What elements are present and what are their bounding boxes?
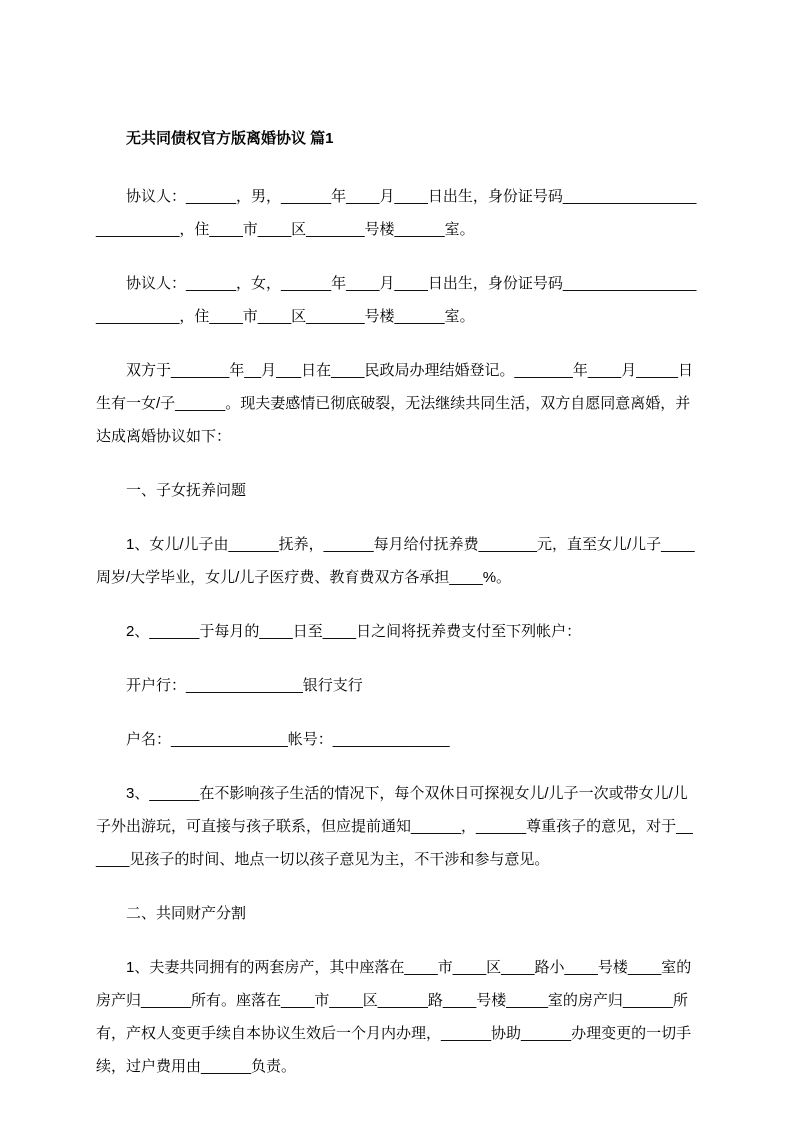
account-name-number-line: 户名：______________帐号：______________ [126, 731, 450, 748]
party-b-line: 协议人：______，女，______年____月____日出生，身份证号码__________________________，住____市____区_______号楼______室。 [96, 275, 697, 325]
document-title: 无共同债权官方版离婚协议 篇1 [126, 130, 334, 147]
section-1-item-1: 1、女儿/儿子由______抚养，______每月给付抚养费_______元，直至女儿/儿子____周岁/大学毕业，女儿/儿子医疗费、教育费双方各承担____%。 [96, 536, 695, 586]
marriage-registration-paragraph: 双方于_______年__月___日在____民政局办理结婚登记。_______年____月_____日生有一女/子______。现夫妻感情已彻底破裂，无法继续共同生活，双方自愿同意离婚，并达成离婚协议如下： [96, 362, 693, 445]
bank-branch-line: 开户行：______________银行支行 [126, 677, 363, 694]
section-1-item-3: 3、______在不影响孩子生活的情况下，每个双休日可探视女儿/儿子一次或带女儿/儿子外出游玩，可直接与孩子联系，但应提前通知______，______尊重孩子的意见，对于______见孩子的时间、地点一切以孩子意见为主，不干涉和参与意见。 [96, 785, 693, 868]
section-1-heading: 一、子女抚养问题 [126, 482, 247, 499]
party-a-line: 协议人：______，男，______年____月____日出生，身份证号码__________________________，住____市____区_______号楼______室。 [96, 188, 697, 238]
section-1-item-2: 2、______于每月的____日至____日之间将抚养费支付至下列帐户： [126, 623, 582, 640]
section-2-heading: 二、共同财产分割 [126, 905, 247, 922]
section-2-item-1: 1、夫妻共同拥有的两套房产，其中座落在____市____区____路小____号楼____室的房产归______所有。座落在____市____区______路____号楼_____室的房产归______所有，产权人变更手续自本协议生效后一个月内办理，______协助______办理变更的一切手续，过户费用由______负责。 [96, 959, 692, 1075]
